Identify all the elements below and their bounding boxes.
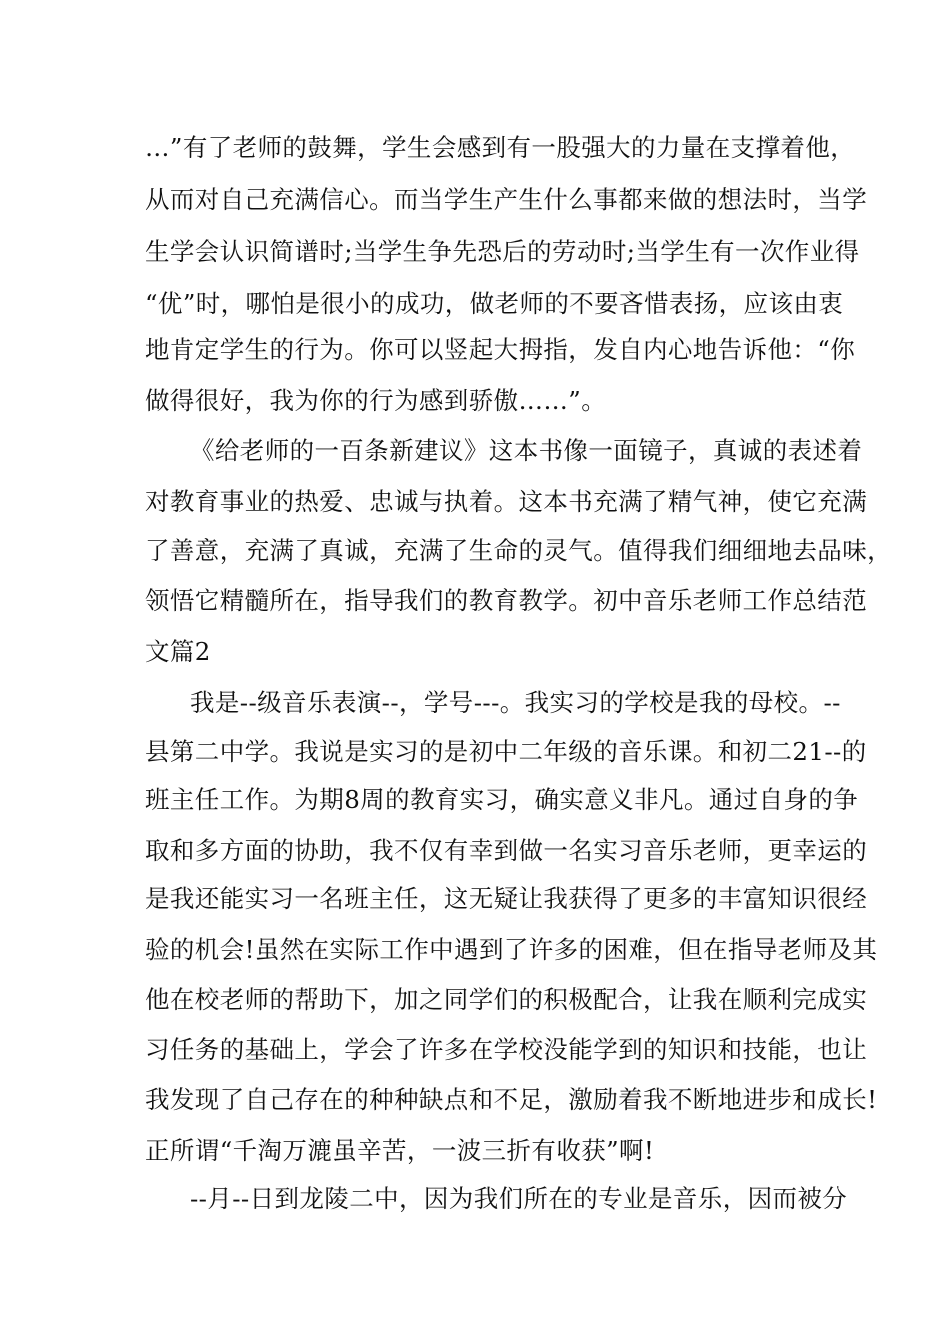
text-line: 了善意，充满了真诚，充满了生命的灵气。值得我们细细地去品味， — [145, 536, 892, 565]
text-line: 地肯定学生的行为。你可以竖起大拇指，发自内心地告诉他：“你 — [145, 335, 856, 364]
text-line: 做得很好，我为你的行为感到骄傲……”。 — [145, 386, 607, 415]
text-line: 对教育事业的热爱、忠诚与执着。这本书充满了精气神，使它充满 — [145, 487, 868, 516]
text-line: 县第二中学。我说是实习的是初中二年级的音乐课。和初二21--的 — [145, 737, 867, 766]
text-line: 是我还能实习一名班主任，这无疑让我获得了更多的丰富知识很经 — [145, 884, 868, 913]
paragraph-start-line: 我是--级音乐表演--，学号---。我实习的学校是我的母校。-- — [190, 688, 841, 717]
text-line: 正所谓“千淘万漉虽辛苦，一波三折有收获”啊! — [145, 1136, 655, 1165]
paragraph-start-line: 《给老师的一百条新建议》这本书像一面镜子，真诚的表述着 — [190, 436, 863, 465]
text-line: 习任务的基础上，学会了许多在学校没能学到的知识和技能，也让 — [145, 1035, 868, 1064]
text-line: 文篇2 — [145, 637, 211, 666]
text-line: …”有了老师的鼓舞，学生会感到有一股强大的力量在支撑着他， — [145, 133, 856, 162]
text-line: 我发现了自己存在的种种缺点和不足，激励着我不断地进步和成长! — [145, 1085, 878, 1114]
text-line: 生学会认识简谱时;当学生争先恐后的劳动时;当学生有一次作业得 — [145, 237, 860, 266]
text-line: 领悟它精髓所在，指导我们的教育教学。初中音乐老师工作总结范 — [145, 586, 868, 615]
paragraph-start-line: --月--日到龙陵二中，因为我们所在的专业是音乐，因而被分 — [190, 1184, 848, 1213]
text-line: 班主任工作。为期8周的教育实习，确实意义非凡。通过自身的争 — [145, 785, 859, 814]
text-line: 他在校老师的帮助下，加之同学们的积极配合，让我在顺利完成实 — [145, 985, 868, 1014]
text-line: 从而对自己充满信心。而当学生产生什么事都来做的想法时，当学 — [145, 185, 868, 214]
text-line: 验的机会!虽然在实际工作中遇到了许多的困难，但在指导老师及其 — [145, 935, 878, 964]
text-line: 取和多方面的协助，我不仅有幸到做一名实习音乐老师，更幸运的 — [145, 836, 868, 865]
text-line: “优”时，哪怕是很小的成功，做老师的不要吝惜表扬，应该由衷 — [145, 289, 844, 318]
